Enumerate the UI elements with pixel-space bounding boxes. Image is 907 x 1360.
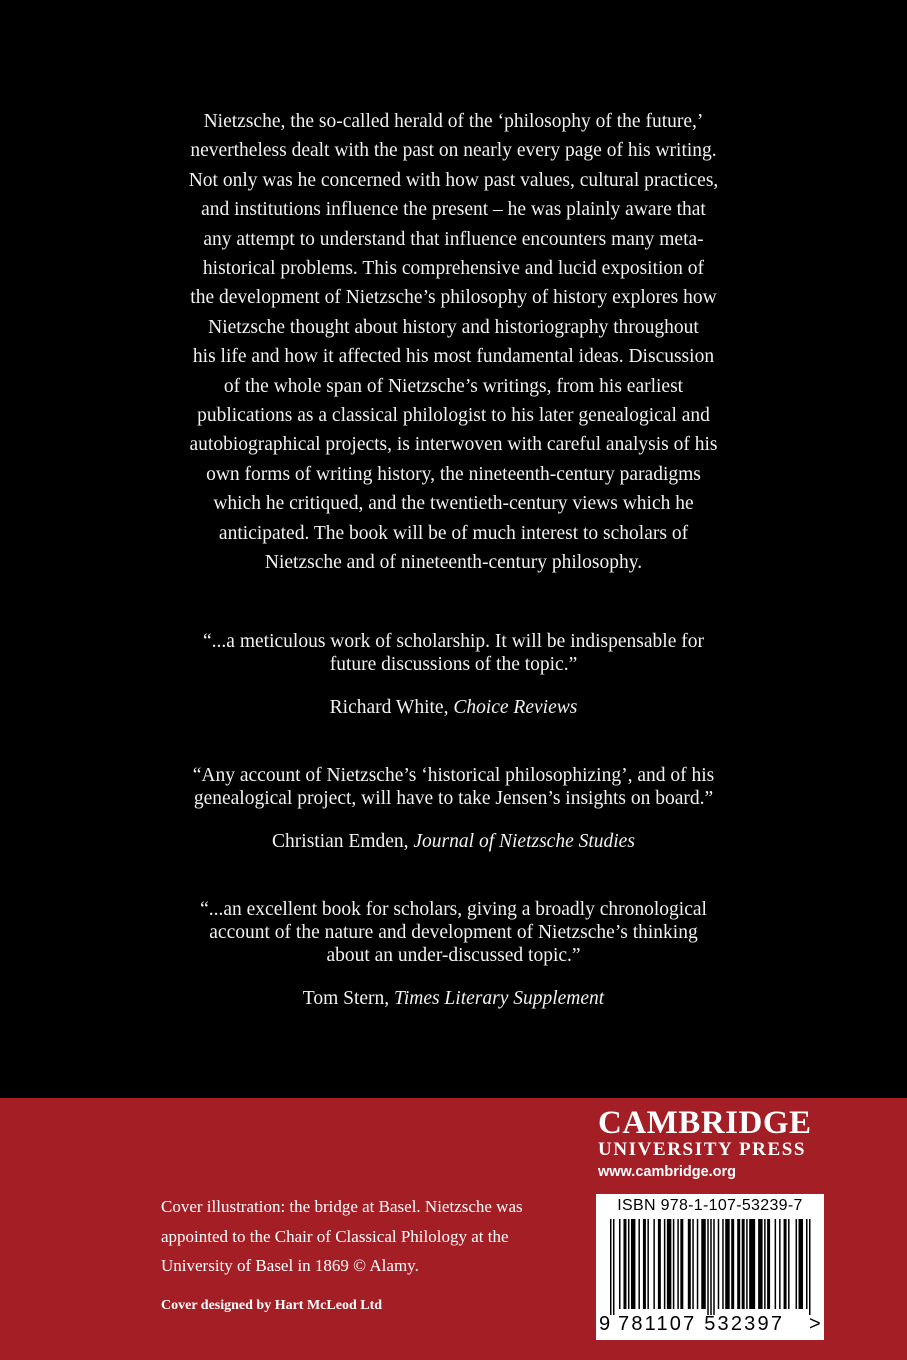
blurb-line: and institutions influence the present – he was plainly aware that (201, 199, 706, 221)
barcode-bar (707, 1219, 709, 1315)
blurb-line: the development of Nietzsche’s philosophy of history explores how (190, 287, 717, 309)
barcode-bar (658, 1219, 661, 1309)
barcode-bar (799, 1219, 803, 1309)
blurb-line: Not only was he concerned with how past values, cultural practices, (188, 169, 719, 191)
barcode-bar (667, 1219, 671, 1309)
credit-line: University of Basel in 1869 © Alamy. (161, 1256, 419, 1275)
blurb-line: autobiographical projects, is interwoven with careful analysis of his (189, 434, 718, 456)
quote-line: account of the nature and development of Nietzsche’s thinking (209, 922, 698, 943)
blurb-line: of the whole span of Nietzsche’s writings, from his earliest (223, 375, 684, 397)
quote-attribution (150, 987, 757, 1010)
barcode-bar (673, 1219, 674, 1309)
barcode-first-digit: 9 (599, 1313, 611, 1335)
barcode-bar (737, 1219, 740, 1309)
barcode-bar (725, 1219, 729, 1309)
barcode-bar (746, 1219, 748, 1309)
barcode-bar (643, 1219, 646, 1309)
barcode-bar (809, 1219, 811, 1315)
barcode-bar (701, 1219, 705, 1309)
barcode-bar (806, 1219, 808, 1309)
credit-line: Cover illustration: the bridge at Basel. Nietzsche was (161, 1197, 523, 1216)
blurb-line: his life and how it affected his most fundamental ideas. Discussion (192, 346, 715, 368)
isbn-label: ISBN 978-1-107-53239-7 (617, 1197, 803, 1214)
quote-line: “...an excellent book for scholars, giving a broadly chronological (200, 899, 707, 920)
publisher-name: CAMBRIDGE (598, 1105, 812, 1141)
barcode-bar (796, 1219, 798, 1309)
barcode-bar (638, 1219, 640, 1309)
barcode-bars-icon (610, 1219, 812, 1315)
quote-line: future discussions of the topic.” (329, 654, 578, 675)
barcode-bar (713, 1219, 715, 1315)
barcode-arrow: > (809, 1313, 821, 1335)
review-quote-1 (150, 630, 757, 719)
quote-line: genealogical project, will have to take Jensen’s insights on board.” (193, 788, 714, 809)
blurb-line: which he critiqued, and the twentieth-century views which he (213, 493, 694, 515)
barcode-bar (764, 1219, 766, 1309)
credit-line: appointed to the Chair of Classical Philology at the (161, 1226, 509, 1246)
barcode-bar (788, 1219, 790, 1309)
review-source: Times Literary Supplement (394, 988, 605, 1009)
barcode-bar (631, 1219, 635, 1309)
barcode-bar (758, 1219, 762, 1309)
barcode-bar (677, 1219, 679, 1309)
quote-attribution (150, 830, 757, 853)
blurb-line: historical problems. This comprehensive and lucid exposition of (202, 258, 705, 280)
book-description (150, 107, 757, 578)
review-source: Choice Reviews (453, 697, 578, 718)
cover-designer-credit: Cover designed by Hart McLeod Ltd (161, 1298, 383, 1313)
review-quote-2 (150, 764, 757, 853)
blurb-line: Nietzsche thought about history and historiography throughout (208, 316, 699, 338)
barcode-bar (784, 1219, 787, 1309)
reviewer-name: Tom Stern, (302, 988, 390, 1009)
blurb-line: nevertheless dealt with the past on nearly every page of his writing. (190, 140, 717, 162)
isbn-barcode (596, 1194, 824, 1340)
blurb-line: publications as a classical philologist to his later genealogical and (197, 405, 710, 427)
blurb-line: Nietzsche, the so-called herald of the ‘philosophy of the future,’ (203, 111, 704, 132)
barcode-bar (653, 1219, 655, 1309)
barcode-bar (767, 1219, 770, 1309)
barcode-bar (775, 1219, 777, 1309)
quote-attribution (150, 696, 757, 719)
barcode-bar (697, 1219, 699, 1309)
barcode-bar (688, 1219, 691, 1309)
barcode-bar (619, 1219, 621, 1309)
quote-line: “...a meticulous work of scholarship. It will be indispensable for (203, 631, 704, 652)
cover-illustration-credit (161, 1192, 581, 1281)
blurb-line: own forms of writing history, the nineteenth-century paradigms (206, 463, 701, 485)
reviewer-name: Richard White, (329, 697, 449, 718)
review-quote-3 (150, 898, 757, 1010)
blurb-line: Nietzsche and of nineteenth-century philosophy. (264, 552, 643, 574)
blurb-line: any attempt to understand that influence encounters many meta- (203, 228, 704, 250)
barcode-bar (742, 1219, 745, 1309)
barcode-bar (731, 1219, 734, 1309)
review-source: Journal of Nietzsche Studies (413, 831, 635, 852)
publisher-subtitle: UNIVERSITY PRESS (598, 1139, 807, 1160)
reviewer-name: Christian Emden, (272, 831, 409, 852)
barcode-bar (610, 1219, 612, 1315)
quote-line: “Any account of Nietzsche’s ‘historical philosophizing’, and of his (192, 765, 715, 786)
publisher-url: www.cambridge.org (598, 1164, 737, 1180)
barcode-number: 781107 532397 (618, 1313, 785, 1335)
barcode-bar (692, 1219, 694, 1309)
barcode-bar (722, 1219, 724, 1309)
blurb-line: anticipated. The book will be of much interest to scholars of (218, 522, 689, 544)
publisher-logo (598, 1106, 824, 1183)
barcode-bar (749, 1219, 755, 1309)
barcode-bar (613, 1219, 615, 1315)
barcode-bar (664, 1219, 666, 1309)
barcode-bar (779, 1219, 781, 1309)
barcode-bar (710, 1219, 712, 1315)
quote-line: about an under-discussed topic.” (326, 945, 581, 966)
barcode-bar (628, 1219, 630, 1309)
barcode-bar (623, 1219, 626, 1309)
barcode-bar (680, 1219, 683, 1309)
barcode-bar (647, 1219, 649, 1309)
barcode-bar (718, 1219, 720, 1309)
